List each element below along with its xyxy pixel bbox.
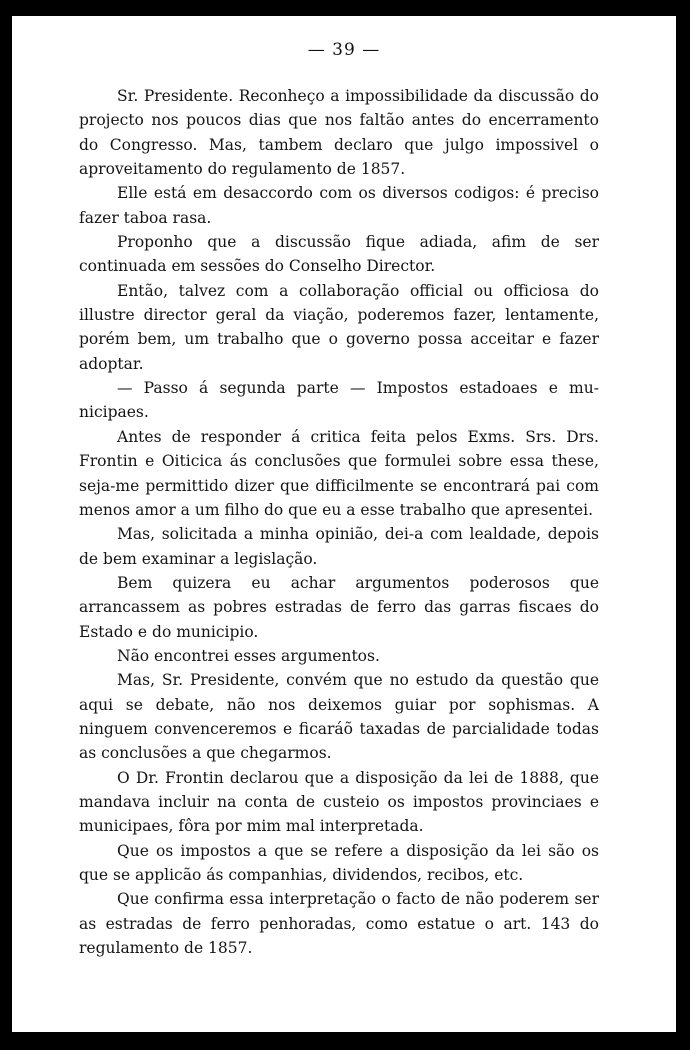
paragraph: Não encontrei esses argumentos. — [117, 646, 380, 665]
paragraph: Que os impostos a que se refere a disposição da lei são os que se applicão ás companhias, dividendos, recibos, etc. — [79, 841, 599, 884]
paragraph: Proponho que a discussão fique adiada, afim de ser continuada em sessões do Conselho Director. — [79, 233, 599, 276]
paragraph: Bem quizera eu achar argumentos poderosos que arrancassem as pobres estradas de ferro das garras fiscaes do Estado e do municipio. — [79, 573, 599, 641]
paragraph: Sr. Presidente. Reconheço a impossibilidade da discussão do projecto nos poucos dias que nos faltão antes do encerramento do Congresso. Mas, tambem declaro que julgo impossivel o aproveitamento do regulamento de 1857. — [79, 87, 599, 179]
paragraph: — Passo á segunda parte — Impostos estadoaes e municipaes. — [79, 379, 599, 422]
paragraph: Antes de responder á critica feita pelos Exms. Srs. Drs. Frontin e Oiticica ás conclusões que formulei sobre essa these, seja-me permittido dizer que difficilmente se encontrará pai com menos amor a um filho do que eu a esse trabalho que apresentei. — [79, 427, 599, 519]
page-number: — 39 — — [307, 40, 381, 60]
paragraph: Então, talvez com a collaboração official ou officiosa do illustre director geral da viação, poderemos fazer, lentamente, porém bem, um trabalho que o governo possa acceitar e fazer adoptar. — [79, 281, 599, 373]
document-page — [12, 16, 676, 1032]
body-text — [79, 84, 599, 960]
paragraph: Mas, Sr. Presidente, convém que no estudo da questão que aqui se debate, não nos deixemos guiar por sophismas. A ninguem convenceremos e ficaráõ taxadas de parcialidade todas as conclusões a que chegarmos. — [79, 671, 599, 763]
paragraph: O Dr. Frontin declarou que a disposição da lei de 1888, que mandava incluir na conta de custeio os impostos provinciaes e municipaes, fôra por mim mal interpretada. — [79, 768, 599, 836]
paragraph: Elle está em desaccordo com os diversos codigos: é preciso fazer taboa rasa. — [79, 184, 599, 227]
paragraph: Que confirma essa interpretação o facto de não poderem ser as estradas de ferro penhoradas, como estatue o art. 143 do regulamento de 1857. — [79, 890, 599, 958]
paragraph: Mas, solicitada a minha opinião, dei-a com lealdade, depois de bem examinar a legislação. — [79, 525, 599, 568]
